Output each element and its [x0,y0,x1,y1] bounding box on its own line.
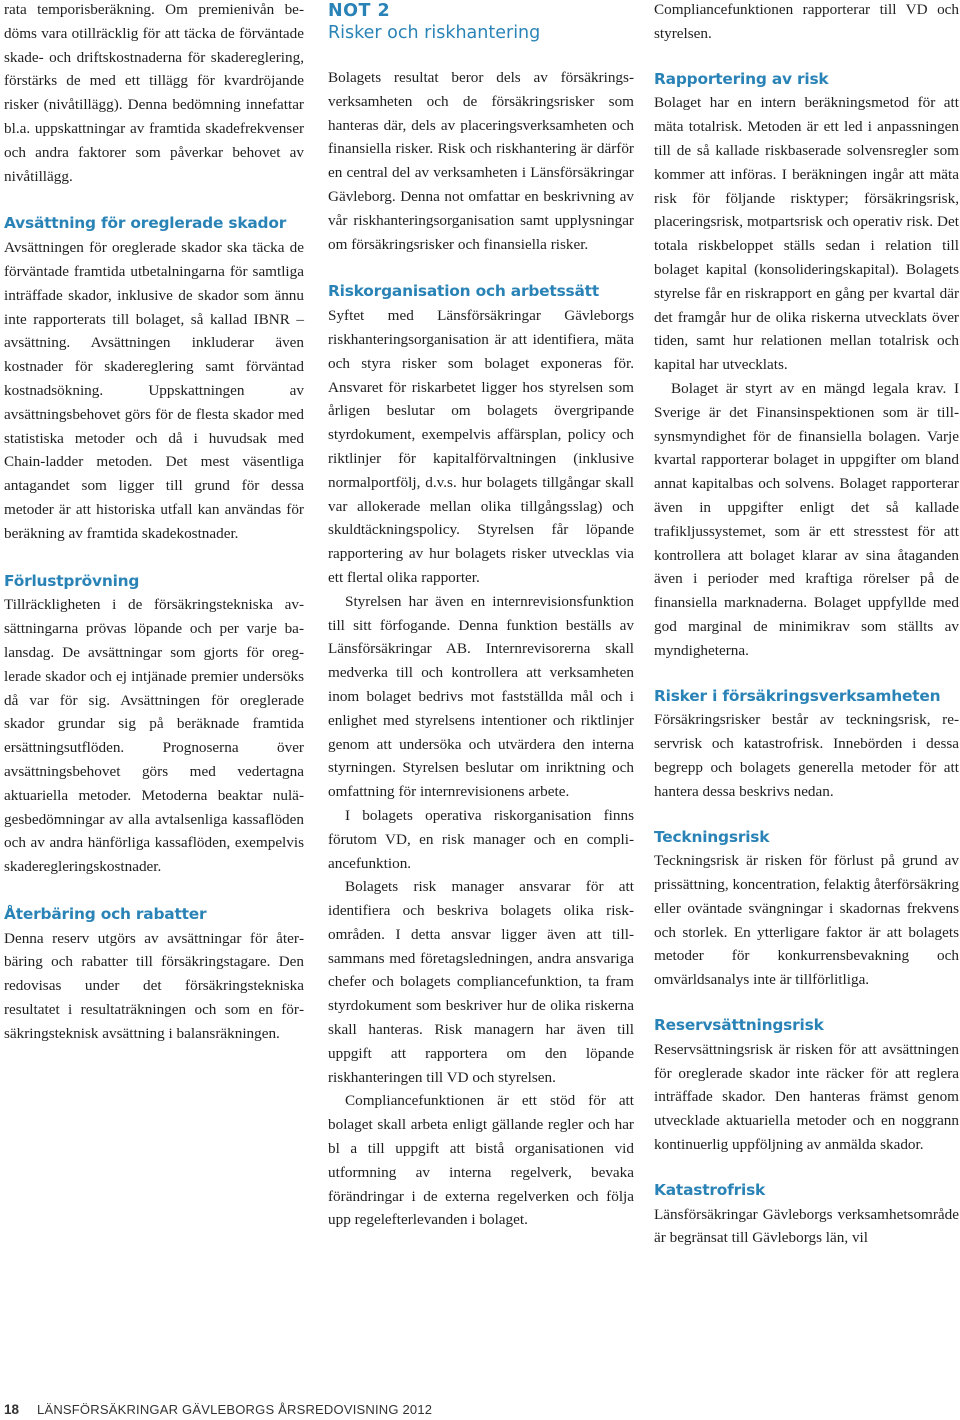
paragraph-bonus-rebates: Denna reserv utgörs av avsättningar för återbäring och rabatter till försäkringstagare. Den redovisas under det försäkringstekniska resultatet i resultaträkningen och som en försäkringsteknisk avsättning i balansräkningen. [4,929,304,1042]
paragraph-catastrophe-risk: Länsförsäkringar Gävleborgs verksamhetsområde är begränsat till Gävleborgs län, vil [654,1205,959,1247]
paragraph-underwriting-risk: Teckningsrisk är risken för förlust på grund av prissättning, koncentration, felaktig återförsäkring eller oväntade svängningar i skadornas frekvens och storlek. En ytterligare faktor är att bolagets metoder för konkurrensbevakning och omvärldsanalys inte är tillförlitliga. [654,852,959,989]
heading-loss-testing: Förlustprövning [4,571,140,590]
note-label: NOT 2 [328,1,391,21]
paragraph-risk-organisation-4: Bolagets risk manager ansvarar för att identifiera och beskriva bolagets olika riskområden. I detta ansvar ligger även att tillsammans med företagsledningen, andra ansvariga chefer och bolagets compliancefunktion, ta fram styrdokument som beskriver hur de olika riskerna skall hanteras. Risk managern har även till uppgift att rapportera om den löpande riskhanteringen till VD och styrelsen. [328,878,634,1086]
heading-insurance-risks: Risker i försäkringsverksamheten [654,686,941,705]
heading-bonus-rebates: Återbäring och rabatter [4,904,207,923]
paragraph-insurance-risks: Försäkringsrisker består av teckningsrisk, reservrisk och katastrofrisk. Innebörden i dessa begrepp och bolagets generella metoder för att hantera dessa beskrivs nedan. [654,711,959,800]
page-number: 18 [4,1402,20,1417]
column-middle [328,0,634,1232]
note-title: Risker och riskhantering [328,23,541,43]
paragraph-risk-organisation-3: I bolagets operativa riskorganisation finns förutom VD, en risk manager och en compliancefunktion. [328,806,634,872]
paragraph-risk-organisation-2: Styrelsen har även en internrevisionsfunktion till sitt förfogande. Denna funktion beställs av Länsförsäkringar AB. Internrevisorerna skall medverka till och kontrollera att verksamheten inom bolaget bedrivs mot fastställda mål och i enlighet med styrelsens intentioner och riktlinjer genom att undersöka och utvärdera den interna styrningen. Styrelsen beslutar om inriktning och omfattning för internrevisionens arbete. [328,592,634,801]
paragraph-risk-organisation-1: Syftet med Länsförsäkringar Gävleborgs riskhanteringsorganisation är att identifiera, mäta och styra risker som bolaget exponeras för. Ansvaret för riskarbetet ligger hos styrelsen som årligen beslutar om bolagets övergripande styrdokument, exempelvis affärsplan, policy och riktlinjer för kapitalförvaltningen (inklusive normalportfölj, d.v.s. hur bolagets tillgångar skall var allokerade mellan olika tillgångsslag) och skuldtäckningspolicy. Styrelsen får löpande rapportering av hur bolagets risker utvecklas via ett flertal olika rapporter. [328,307,634,586]
paragraph-reserve-unsettled-claims: Avsättningen för oreglerade skador ska täcka de förväntade framtida utbetalningarna för samtliga inträffade skador, inklusive de skador som ännu inte rapporterats till bolaget, så kallad IBNR – avsättning. Avsättningen inkluderar även kostnader för skadereglering samt förväntad kostnadsökning. Uppskattningen av avsättningsbehovet görs för de flesta skador med statistiska metoder och då i huvudsak med Chain-ladder metoden. Det mest väsentliga antagandet som ligger till grund för dessa metoder är att historiska utfall kan användas för beräkning av framtida skadekostnader. [4,239,304,542]
heading-risk-organisation: Riskorganisation och arbetssätt [328,282,599,301]
heading-risk-reporting: Rapportering av risk [654,69,829,88]
heading-reserve-risk: Reservsättningsrisk [654,1016,824,1035]
paragraph-reserve-risk: Reservsättningsrisk är risken för att avsättningen för oreglerade skador inte räcker för att reglera inträffade skador. Den hanteras främst genom utvecklade aktuariella metoder och en noggrann kontinuerlig uppföljning av anmälda skador. [654,1040,959,1154]
column-left [4,0,304,1046]
page-footer [4,1402,432,1418]
paragraph-risk-intro: Bolagets resultat beror dels av försäkringsverksamheten och de försäkringsrisker som hanteras där, dels av placeringsverksamheten och finansiella risker. Risk och riskhantering är därför en central del av verksamheten i Länsförsäkringar Gävleborg. Denna not omfattar en beskrivning av vår riskhanteringsorganisation samt upplysningar om försäkringsrisker och finansiella risker. [328,69,634,253]
heading-reserve-unsettled-claims: Avsättning för oreglerade skador [4,214,287,233]
heading-underwriting-risk: Teckningsrisk [654,827,770,846]
publication-title: LÄNSFÖRSÄKRINGAR GÄVLEBORGS ÅRSREDOVISNING 2012 [37,1402,433,1417]
column-right [654,0,959,1250]
paragraph-risk-organisation-5: Compliancefunktionen är ett stöd för att bolaget skall arbeta enligt gällande regler och har bl a till uppgift att bistå organisationen vid utformning av interna regelverk, bevaka förändringar i de externa regelverken och följa upp regelefterlevanden i bolaget. [328,1092,634,1229]
heading-catastrophe-risk: Katastrofrisk [654,1180,766,1199]
paragraph-risk-reporting-2: Bolaget är styrt av en mängd legala krav. I Sverige är det Finansinspektionen som är tillsynsmyndighet för de finansiella bolagen. Varje kvartal rapporterar bolaget in uppgifter om bland annat kapitalbas och solvens. Bolaget rapporterar även in uppgifter enligt det så kallade trafikljussystemet, som är ett stresstest för att kontrollera att bolaget klarar av sina åtaganden även i perioder med kraftiga rörelser på de finansiella marknaderna. Bolaget uppfyllde med god marginal de minimikrav som ställts av myndigheterna. [654,379,959,659]
paragraph-loss-testing: Tillräckligheten i de försäkringstekniska avsättningarna prövas löpande och per varje balansdag. De avsättningar som gjorts för oreglerade skador och ej intjänade premier undersöks då var för sig. Avsättningen för oreglerade skador grundar sig på beräknade framtida ersättningsutflöden. Prognoserna över avsättningsbehovet görs med vedertagna aktuariella metoder. Metoderna beaktar nulägesbedömningar av alla avtalsenliga kassaflöden och av andra hänförliga kassaflöden, exempelvis skaderegleringskostnader. [4,596,304,876]
paragraph-premium-reserve-cont: rata temporisberäkning. Om premienivån bedöms vara otillräcklig för att täcka de förväntade skade- och driftskostnaderna för skadereglering, förstärks de med ett tillägg för kvardröjande risker (nivåtillägg). Denna bedömning innefattar bl.a. uppskattningar av framtida skadefrekvenser och andra faktorer som påverkar behovet av nivåtillägg. [4,1,304,185]
paragraph-risk-reporting-1: Bolaget har en intern beräkningsmetod för att mäta totalrisk. Metoden är ett led i anpassningen till de så kallade riskbaserade solvensregler som kommer att införas. I beräkningen ingår att mäta risk för följande risktyper; försäkringsrisk, placeringsrisk, motpartsrisk och operativ risk. Det totala riskbeloppet ställs sedan i relation till bolaget kapital (konsolideringskapital). Bolagets styrelse får en riskrapport en gång per kvartal där det framgår hur de olika riskerna utvecklats över tiden, samt hur relationen mellan totalrisk och kapital har utvecklats. [654,94,959,374]
paragraph-compliance-reporting: Compliancefunktionen rapporterar till VD och styrelsen. [654,1,959,42]
